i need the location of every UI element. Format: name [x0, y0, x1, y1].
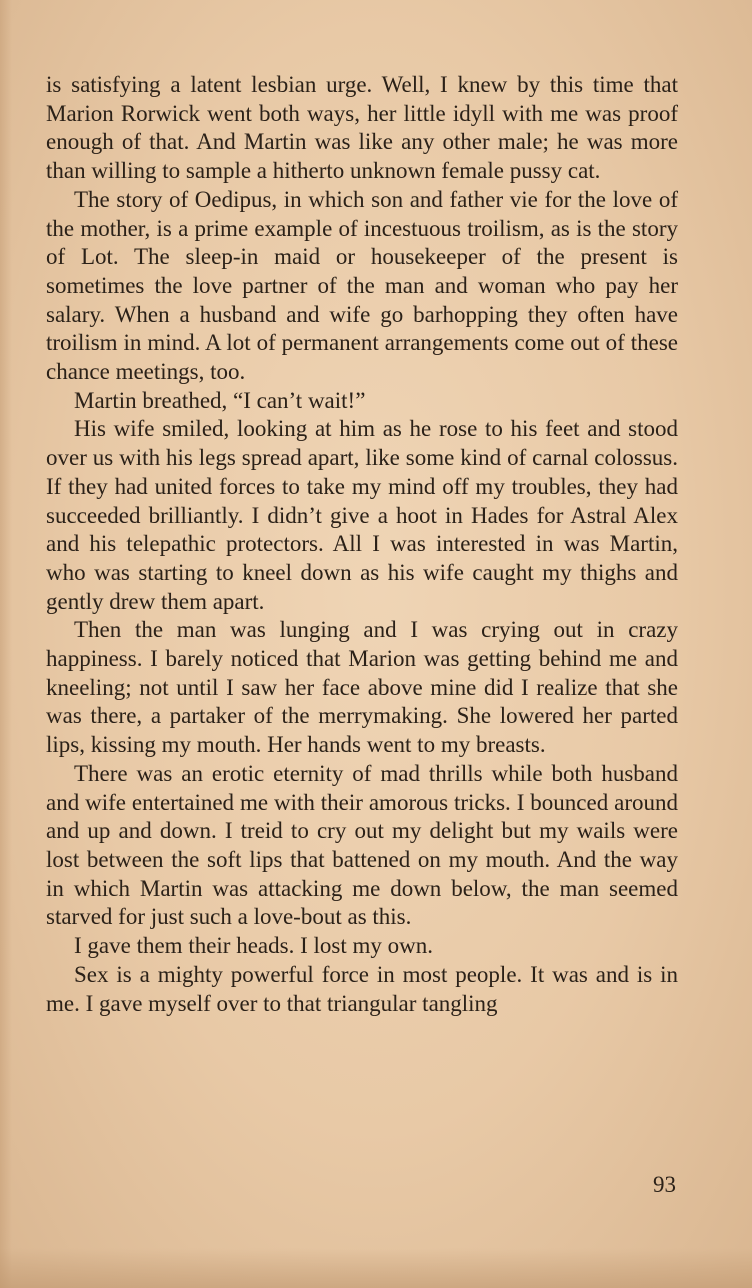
paragraph: The story of Oedipus, in which son and father vie for the love of the mother, is a prime example of incestuous troilism, as is the story of Lot. The sleep-in maid or housekeeper of the present is sometimes the love partner of the man and woman who pay her salary. When a husband and wife go barhopping they often have troilism in mind. A lot of permanent arrangements come out of these chance meetings, too.: [46, 186, 678, 385]
paragraph: I gave them their heads. I lost my own.: [74, 933, 433, 959]
page-shadow-bottom: [0, 1248, 752, 1288]
paragraph: His wife smiled, looking at him as he rose to his feet and stood over us with his legs spread apart, like some kind of carnal colossus. If they had united forces to take my mind off my troubles, they had succeeded brilliantly. I didn’t give a hoot in Hades for Astral Alex and his telepathic protectors. All I was interested in was Martin, who was starting to kneel down as his wife caught my thighs and gently drew them apart.: [46, 416, 678, 614]
paragraph: There was an erotic eternity of mad thrills while both husband and wife entertained me with their amorous tricks. I bounced around and up and down. I treid to cry out my delight but my wails were lost between the soft lips that battened on my mouth. And the way in which Martin was attacking me down below, the man seemed starved for just such a love-bout as this.: [46, 760, 678, 930]
page-shadow-left: [0, 0, 12, 1288]
paragraph: Sex is a mighty powerful force in most people. It was and is in me. I gave myself over to that triangular tangling: [46, 961, 678, 1016]
paragraph: Martin breathed, “I can’t wait!”: [74, 387, 366, 413]
body-text: [46, 71, 678, 1018]
paragraph: Then the man was lunging and I was crying out in crazy happiness. I barely noticed that Marion was getting behind me and kneeling; not until I saw her face above mine did I realize that she was there, a partaker of the merrymaking. She lowered her parted lips, kissing my mouth. Her hands went to my breasts.: [46, 617, 678, 758]
paragraph: is satisfying a latent lesbian urge. Well, I knew by this time that Marion Rorwick went both ways, her little idyll with me was proof enough of that. And Martin was like any other male; he was more than willing to sample a hitherto unknown female pussy cat.: [46, 72, 678, 184]
page-number: 93: [653, 1172, 676, 1197]
